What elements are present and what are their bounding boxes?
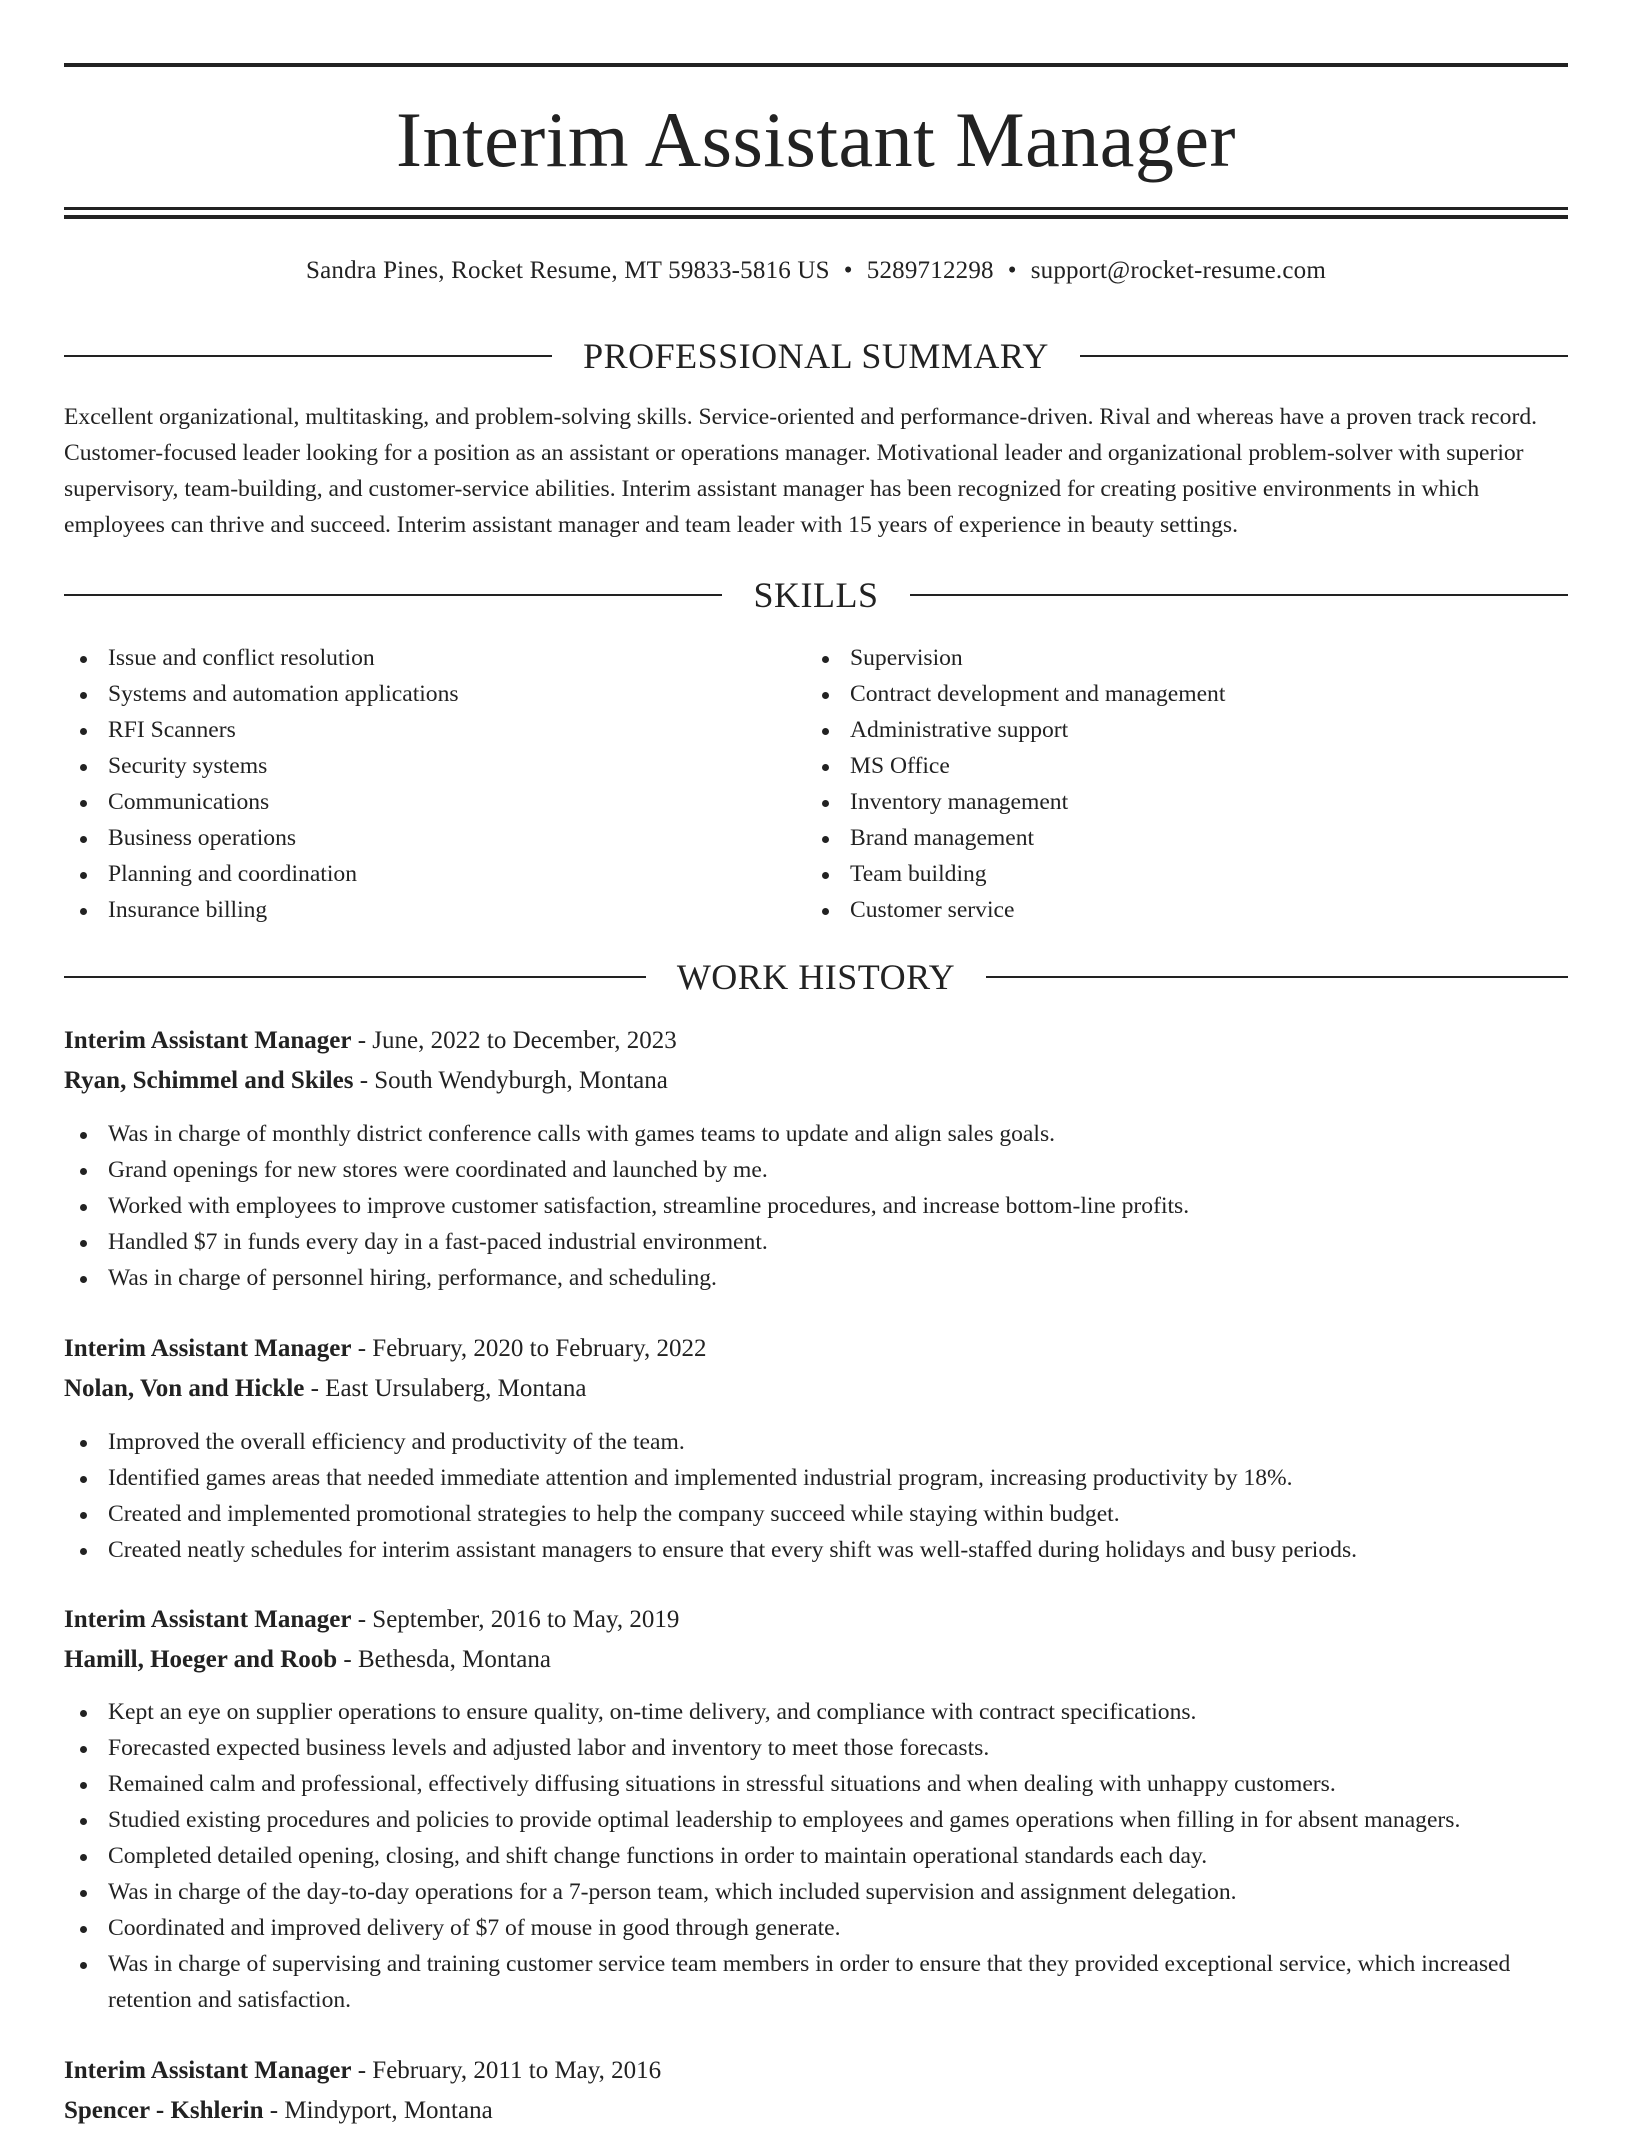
job-dates: - February, 2011 to May, 2016 xyxy=(351,2057,662,2084)
job-location: - South Wendyburgh, Montana xyxy=(353,1067,668,1094)
skill-item: Contract development and management xyxy=(806,676,1486,712)
job-company: Ryan, Schimmel and Skiles xyxy=(64,1067,354,1094)
job-dates: - February, 2020 to February, 2022 xyxy=(351,1335,707,1362)
skills-list-right xyxy=(806,640,1486,928)
skills-heading-rule-right xyxy=(910,594,1568,596)
job-bullet: Studied existing procedures and policies to provide optimal leadership to employees and games operations when filling in for absent managers. xyxy=(64,1802,1568,1838)
skill-item: Administrative support xyxy=(806,712,1486,748)
job-dates: - September, 2016 to May, 2019 xyxy=(351,1606,680,1633)
work-heading-rule-right xyxy=(986,976,1568,978)
summary-heading-rule-left xyxy=(64,355,552,357)
resume-title: Interim Assistant Manager xyxy=(396,96,1236,183)
skill-item: Supervision xyxy=(806,640,1486,676)
skill-item: Security systems xyxy=(64,748,744,784)
skill-item: Planning and coordination xyxy=(64,856,744,892)
skill-item: Customer service xyxy=(806,892,1486,928)
job-bullet: Was in charge of personnel hiring, performance, and scheduling. xyxy=(64,1260,1568,1296)
job-bullet: Was in charge of supervising and training customer service team members in order to ensure that they provided exceptional service, which increased retention and satisfaction. xyxy=(64,1946,1568,2018)
job-bullet: Grand openings for new stores were coordinated and launched by me. xyxy=(64,1152,1568,1188)
job-bullet: Improved the overall efficiency and productivity of the team. xyxy=(64,1424,1568,1460)
contact-separator: • xyxy=(1007,257,1017,284)
job-bullet: Created and implemented promotional strategies to help the company succeed while staying within budget. xyxy=(64,1496,1568,1532)
skills-heading-rule-left xyxy=(64,594,722,596)
title-rule-lower xyxy=(64,215,1568,219)
job-bullet: Handled $7 in funds every day in a fast-paced industrial environment. xyxy=(64,1224,1568,1260)
professional-summary: Excellent organizational, multitasking, and problem-solving skills. Service-oriented and performance-driven. Rival and whereas have a proven track record. Customer-focused leader looking for a position as an assistant or operations manager. Motivational leader and organizational problem-solver with superior supervisory, team-building, and customer-service abilities. Interim assistant manager has been recognized for creating positive environments in which employees can thrive and succeed. Interim assistant manager and team leader with 15 years of experience in beauty settings. xyxy=(64,404,1538,538)
job-bullet: Completed detailed opening, closing, and shift change functions in order to maintain operational standards each day. xyxy=(64,1838,1568,1874)
job-title: Interim Assistant Manager xyxy=(64,1606,352,1633)
contact-separator: • xyxy=(843,257,853,284)
job-bullets xyxy=(64,1424,1568,1568)
job-company-line xyxy=(64,2093,1568,2129)
job-bullet: Worked with employees to improve customer satisfaction, streamline procedures, and increase bottom-line profits. xyxy=(64,1188,1568,1224)
job-location: - Bethesda, Montana xyxy=(337,1646,552,1673)
job-title-line xyxy=(64,1602,1568,1638)
job-company: Nolan, Von and Hickle xyxy=(64,1375,305,1402)
skill-item: Systems and automation applications xyxy=(64,676,744,712)
work-heading-rule-left xyxy=(64,976,646,978)
skill-item: Team building xyxy=(806,856,1486,892)
contact-address: Sandra Pines, Rocket Resume, MT 59833-5816 US xyxy=(306,257,830,284)
skill-item: Inventory management xyxy=(806,784,1486,820)
summary-heading: PROFESSIONAL SUMMARY xyxy=(583,336,1049,376)
contact-email[interactable]: support@rocket-resume.com xyxy=(1030,257,1326,284)
job-company-line xyxy=(64,1371,1568,1407)
job-company-line xyxy=(64,1063,1568,1099)
job-bullets xyxy=(64,1694,1568,2018)
job-title: Interim Assistant Manager xyxy=(64,2057,352,2084)
skill-item: Business operations xyxy=(64,820,744,856)
job-bullet: Coordinated and improved delivery of $7 of mouse in good through generate. xyxy=(64,1910,1568,1946)
job-bullet: Was in charge of the day-to-day operations for a 7-person team, which included supervision and assignment delegation. xyxy=(64,1874,1568,1910)
job-location: - East Ursulaberg, Montana xyxy=(304,1375,587,1402)
work-history-heading: WORK HISTORY xyxy=(676,957,956,997)
job-bullet: Was in charge of monthly district conference calls with games teams to update and align sales goals. xyxy=(64,1116,1568,1152)
skill-item: Brand management xyxy=(806,820,1486,856)
job-title: Interim Assistant Manager xyxy=(64,1027,352,1054)
job-bullets xyxy=(64,1116,1568,1296)
skill-item: Issue and conflict resolution xyxy=(64,640,744,676)
skill-item: Communications xyxy=(64,784,744,820)
job-bullet: Identified games areas that needed immediate attention and implemented industrial program, increasing productivity by 18%. xyxy=(64,1460,1568,1496)
job-bullet: Remained calm and professional, effectively diffusing situations in stressful situations and when dealing with unhappy customers. xyxy=(64,1766,1568,1802)
job-company: Spencer - Kshlerin xyxy=(64,2097,264,2124)
job-title: Interim Assistant Manager xyxy=(64,1335,352,1362)
top-rule xyxy=(64,63,1568,67)
skill-item: Insurance billing xyxy=(64,892,744,928)
skills-heading: SKILLS xyxy=(753,575,879,615)
job-title-line xyxy=(64,1023,1568,1059)
contact-phone[interactable]: 5289712298 xyxy=(866,257,994,284)
job-dates: - June, 2022 to December, 2023 xyxy=(351,1027,677,1054)
job-company-line xyxy=(64,1642,1568,1678)
summary-heading-rule-right xyxy=(1080,355,1568,357)
job-title-line xyxy=(64,1331,1568,1367)
skill-item: MS Office xyxy=(806,748,1486,784)
contact-line xyxy=(0,255,1632,287)
job-bullet: Created neatly schedules for interim assistant managers to ensure that every shift was well-staffed during holidays and busy periods. xyxy=(64,1532,1568,1568)
skills-list-left xyxy=(64,640,744,928)
job-bullet: Kept an eye on supplier operations to ensure quality, on-time delivery, and compliance with contract specifications. xyxy=(64,1694,1568,1730)
job-location: - Mindyport, Montana xyxy=(263,2097,493,2124)
title-rule-upper xyxy=(64,207,1568,210)
job-title-line xyxy=(64,2053,1568,2089)
skill-item: RFI Scanners xyxy=(64,712,744,748)
job-company: Hamill, Hoeger and Roob xyxy=(64,1646,338,1673)
job-bullet: Forecasted expected business levels and adjusted labor and inventory to meet those forecasts. xyxy=(64,1730,1568,1766)
